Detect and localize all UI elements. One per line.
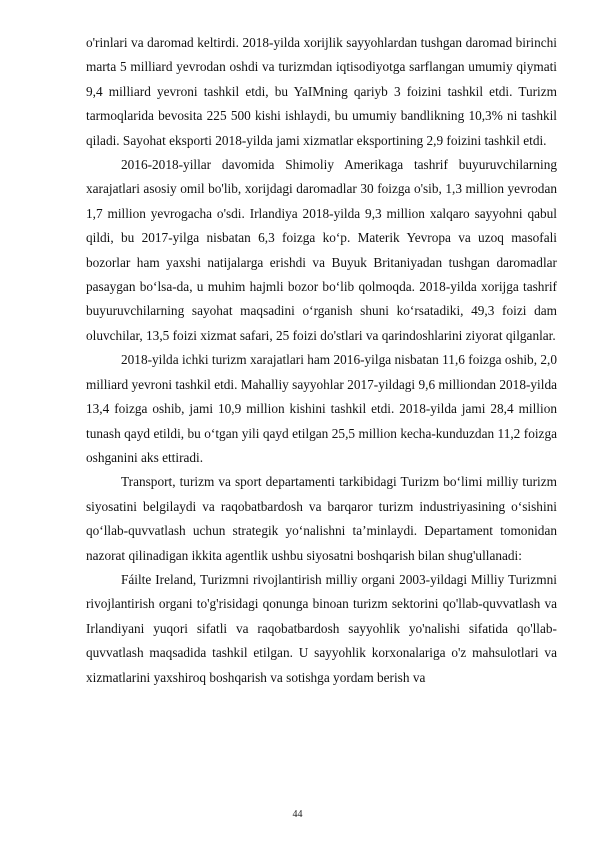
document-body <box>86 31 557 690</box>
paragraph-tourism-department: Transport, turizm va sport departamenti tarkibidagi Turizm bo‘limi milliy turizm siyosatini belgilaydi va raqobatbardosh va barqaror turizm industriyasining o‘sishini qo‘llab-quvvatlash uchun strategik yo‘nalishni ta’minlaydi. Departament tomonidan nazorat qilinadigan ikkita agentlik ushbu siyosatni boshqarish bilan shug'ullanadi: <box>86 474 557 563</box>
page-number: 44 <box>292 809 303 820</box>
paragraph-north-america-spending: 2016-2018-yillar davomida Shimoliy Amerikaga tashrif buyuruvchilarning xarajatlari asosiy omil bo'lib, xorijdagi daromadlar 30 foizga o'sib, 1,3 million yevrodan 1,7 million yevrogacha o'sdi. Irlandiya 2018-yilda 9,3 million xalqaro sayyohni qabul qildi, bu 2017-yilga nisbatan 6,3 foizga ko‘p. Materik Yevropa va uzoq masofali bozorlar ham yaxshi natijalarga erishdi va Buyuk Britaniyadan tushgan daromadlar pasaygan bo‘lsa-da, u muhim hajmli bozor bo‘lib qolmoqda. 2018-yilda xorijga tashrif buyuruvchilarning sayohat maqsadini o‘rganish shuni ko‘rsatadiki, 49,3 foizi dam oluvchilar, 13,5 foizi xizmat safari, 25 foizi do'stlari va qarindoshlarini ziyorat qilganlar. <box>86 157 557 343</box>
paragraph-domestic-tourism: 2018-yilda ichki turizm xarajatlari ham 2016-yilga nisbatan 11,6 foizga oshib, 2,0 milliard yevroni tashkil etdi. Mahalliy sayyohlar 2017-yildagi 9,6 milliondan 2018-yilda 13,4 foizga oshib, jami 10,9 million kishini tashkil etdi. 2018-yilda jami 28,4 million tunash qayd etildi, bu o‘tgan yili qayd etilgan 25,5 million kecha-kunduzdan 11,2 foizga oshganini aks ettiradi. <box>86 352 557 465</box>
paragraph-continuation: o'rinlari va daromad keltirdi. 2018-yilda xorijlik sayyohlardan tushgan daromad birinchi marta 5 milliard yevrodan oshdi va turizmdan iqtisodiyotga sarflangan umumiy qiymati 9,4 milliard yevroni tashkil etdi, bu YaIMning qariyb 3 foizini tashkil etdi. Turizm tarmoqlarida bevosita 225 500 kishi ishlaydi, bu umumiy bandlikning 10,3% ni tashkil qiladi. Sayohat eksporti 2018-yilda jami xizmatlar eksportining 2,9 foizini tashkil etdi. <box>86 35 557 148</box>
paragraph-failte-ireland: Fáilte Ireland, Turizmni rivojlantirish milliy organi 2003-yildagi Milliy Turizmni rivojlantirish organi to'g'risidagi qonunga binoan turizm sektorini qo'llab-quvvatlash va Irlandiyani yuqori sifatli va raqobatbardosh sayyohlik yo'nalishi sifatida qo'llab-quvvatlash maqsadida tashkil etilgan. U sayyohlik korxonalariga o'z mahsulotlari va xizmatlarini yaxshiroq boshqarish va sotishga yordam berish va <box>86 571 557 685</box>
